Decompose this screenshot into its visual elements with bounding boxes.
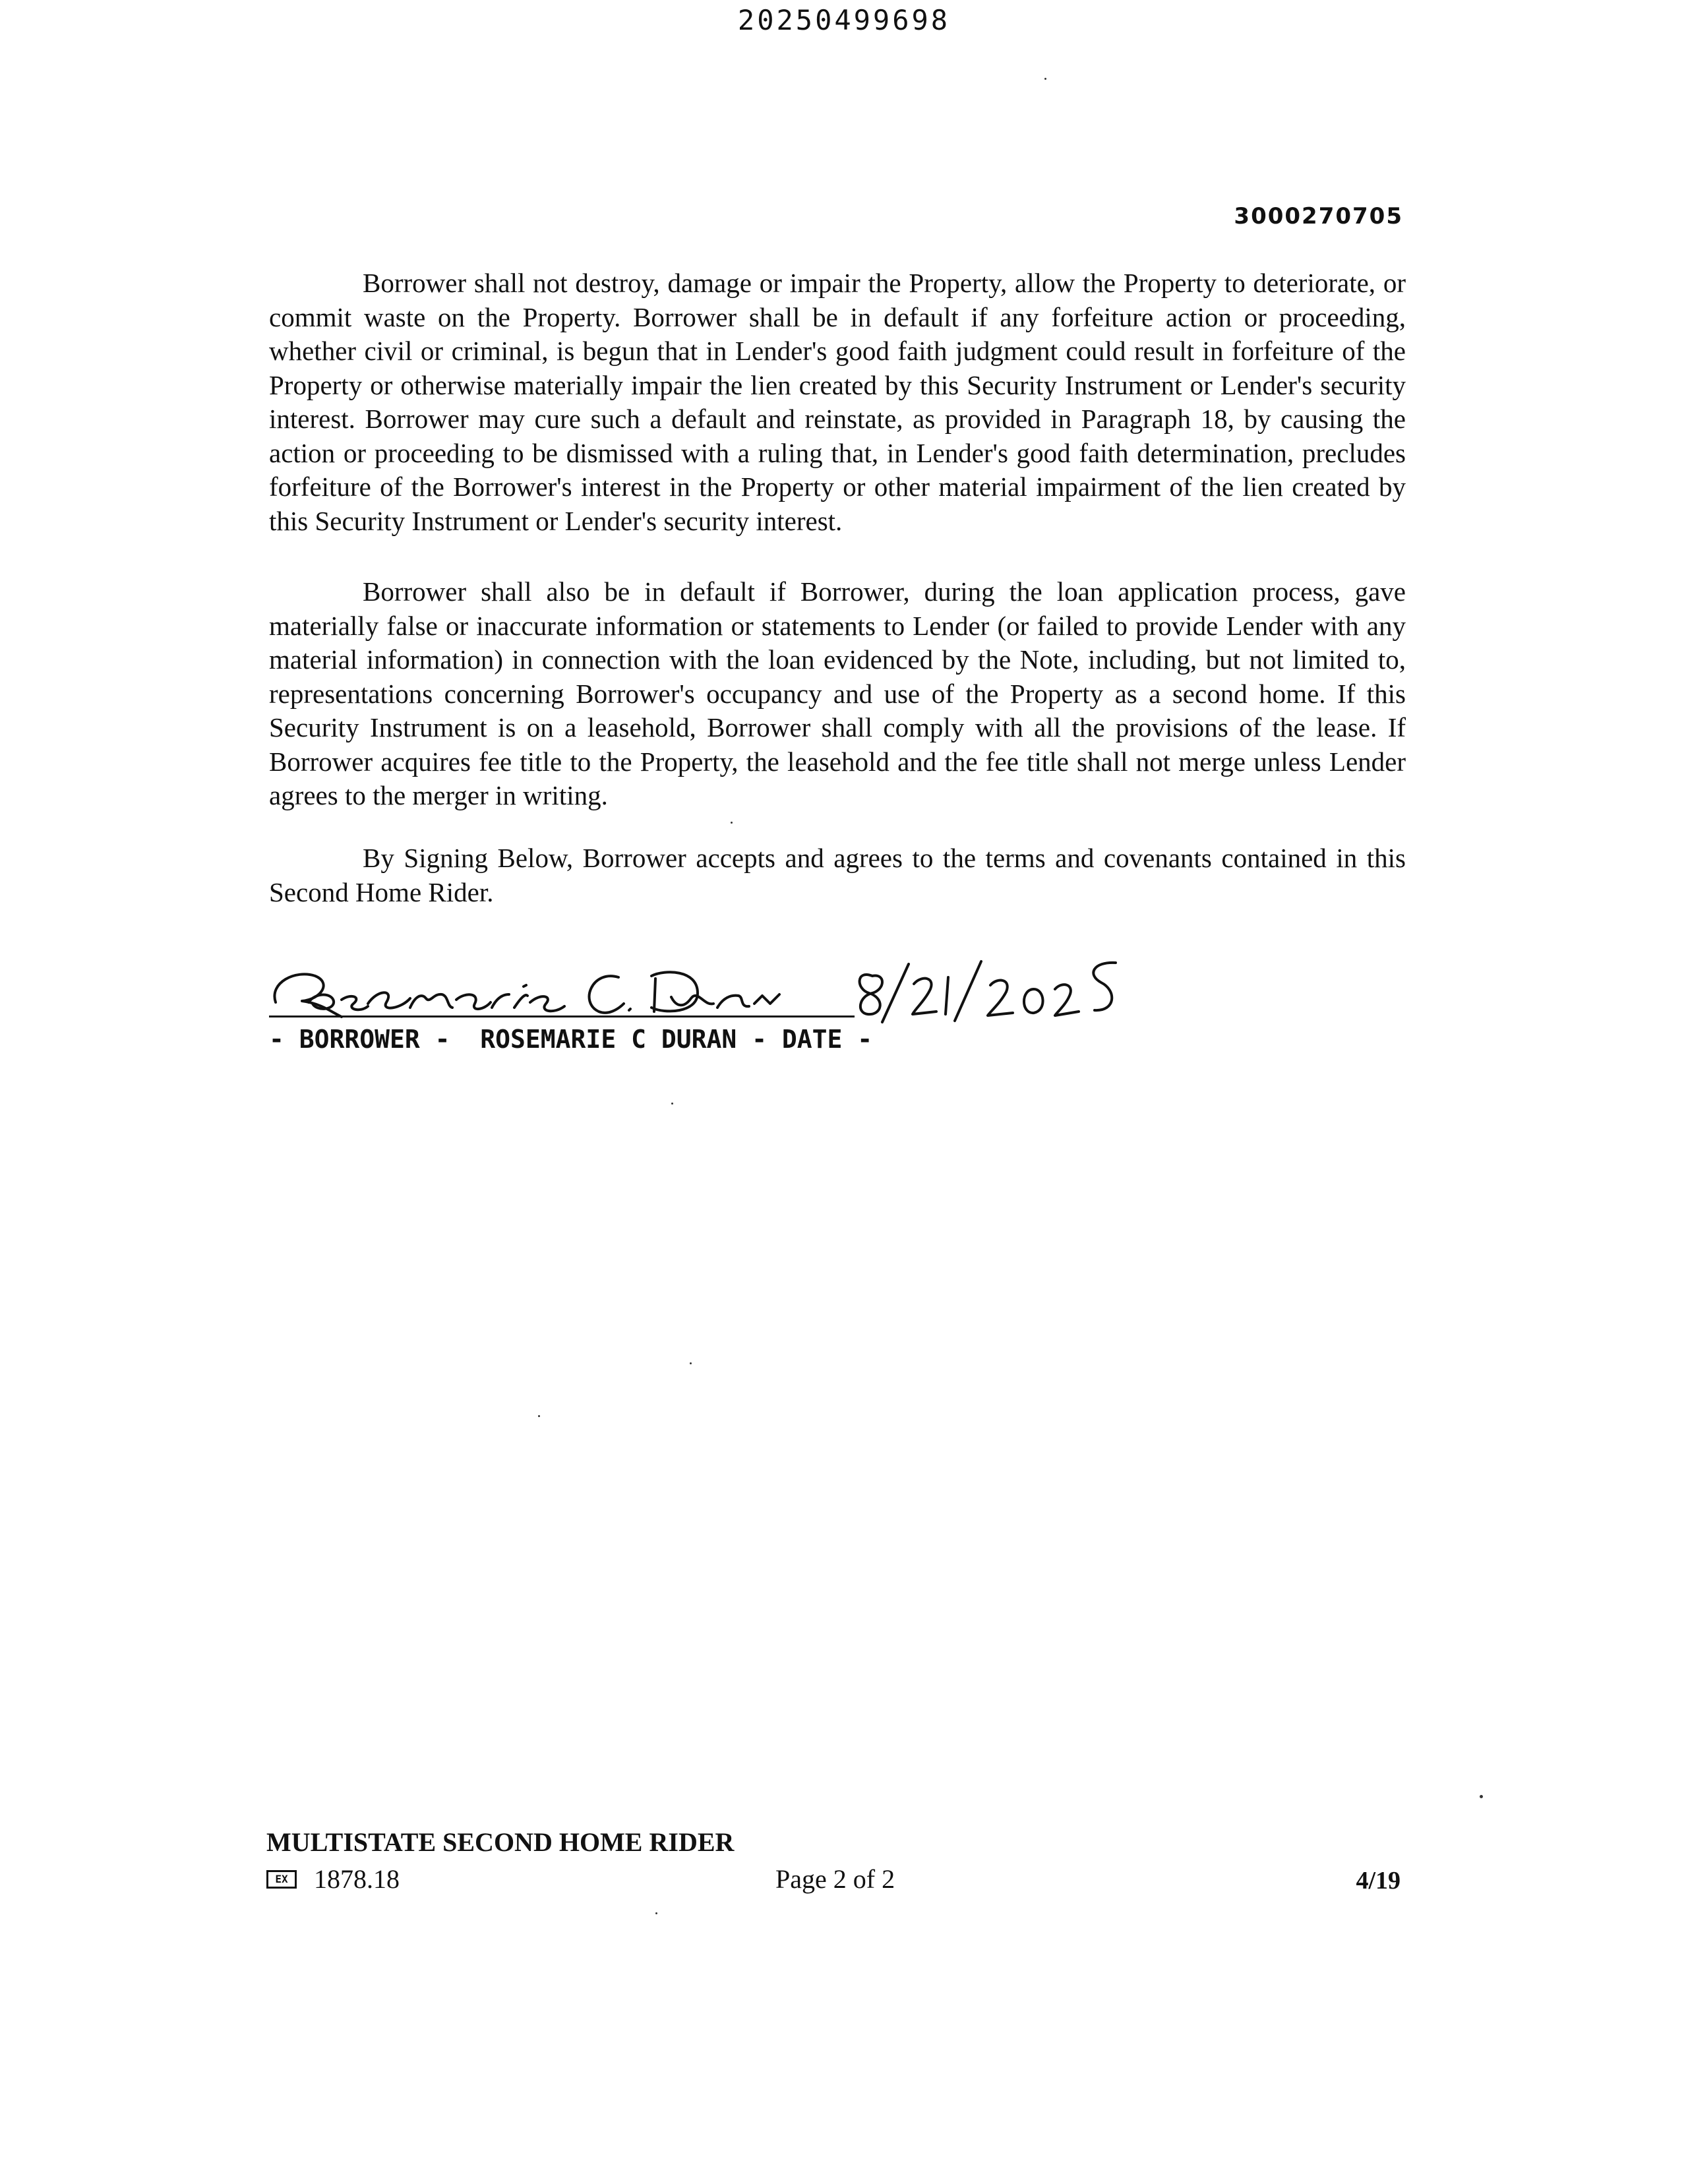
loan-number: 3000270705 (1234, 203, 1403, 229)
scan-speck (1044, 78, 1046, 80)
form-logo-icon: EX (266, 1870, 297, 1889)
form-version: 4/19 (1356, 1867, 1401, 1895)
scan-speck (671, 1103, 673, 1105)
scan-speck (538, 1415, 540, 1417)
recording-number: 20250499698 (737, 4, 951, 36)
body-paragraph-1 (269, 266, 1406, 538)
scan-speck (690, 1362, 692, 1364)
scan-speck (731, 822, 733, 824)
signature-caption: - BORROWER - ROSEMARIE C DURAN - DATE - (269, 1025, 873, 1054)
footer-form-number (266, 1864, 400, 1895)
page-number: Page 2 of 2 (775, 1864, 895, 1894)
signature-scribble (269, 930, 1126, 1029)
scan-speck (1480, 1795, 1483, 1798)
paragraph-text: By Signing Below, Borrower accepts and agrees to the terms and covenants contained in this Second Home Rider. (269, 843, 1406, 907)
paragraph-text: Borrower shall also be in default if Borrower, during the loan application process, gave materially false or inaccurate information or statements to Lender (or failed to provide Lender with any material information) in connection with the loan evidenced by the Note, including, but not limited to, representations concerning Borrower's occupancy and use of the Property as a second home. If this Security Instrument is on a leasehold, Borrower shall comply with all the provisions of the lease. If Borrower acquires fee title to the Property, the leasehold and the fee title shall not merge unless Lender agrees to the merger in writing. (269, 576, 1406, 810)
body-paragraph-3 (269, 841, 1406, 909)
form-number: 1878.18 (314, 1864, 400, 1894)
scan-speck (655, 1912, 657, 1914)
signature-line (269, 1016, 855, 1017)
paragraph-text: Borrower shall not destroy, damage or impair the Property, allow the Property to deteriorate, or commit waste on the Property. Borrower shall be in default if any forfeiture action or proceeding, whether civil or criminal, is begun that in Lender's good faith judgment could result in forfeiture of the Property or otherwise materially impair the lien created by this Security Instrument or Lender's security interest. Borrower may cure such a default and reinstate, as provided in Paragraph 18, by causing the action or proceeding to be dismissed with a ruling that, in Lender's good faith determination, precludes forfeiture of the Borrower's interest in the Property or other material impairment of the lien created by this Security Instrument or Lender's security interest. (269, 268, 1406, 536)
body-paragraph-2 (269, 575, 1406, 813)
footer-title: MULTISTATE SECOND HOME RIDER (266, 1827, 735, 1857)
handwritten-signature (269, 930, 1126, 1029)
